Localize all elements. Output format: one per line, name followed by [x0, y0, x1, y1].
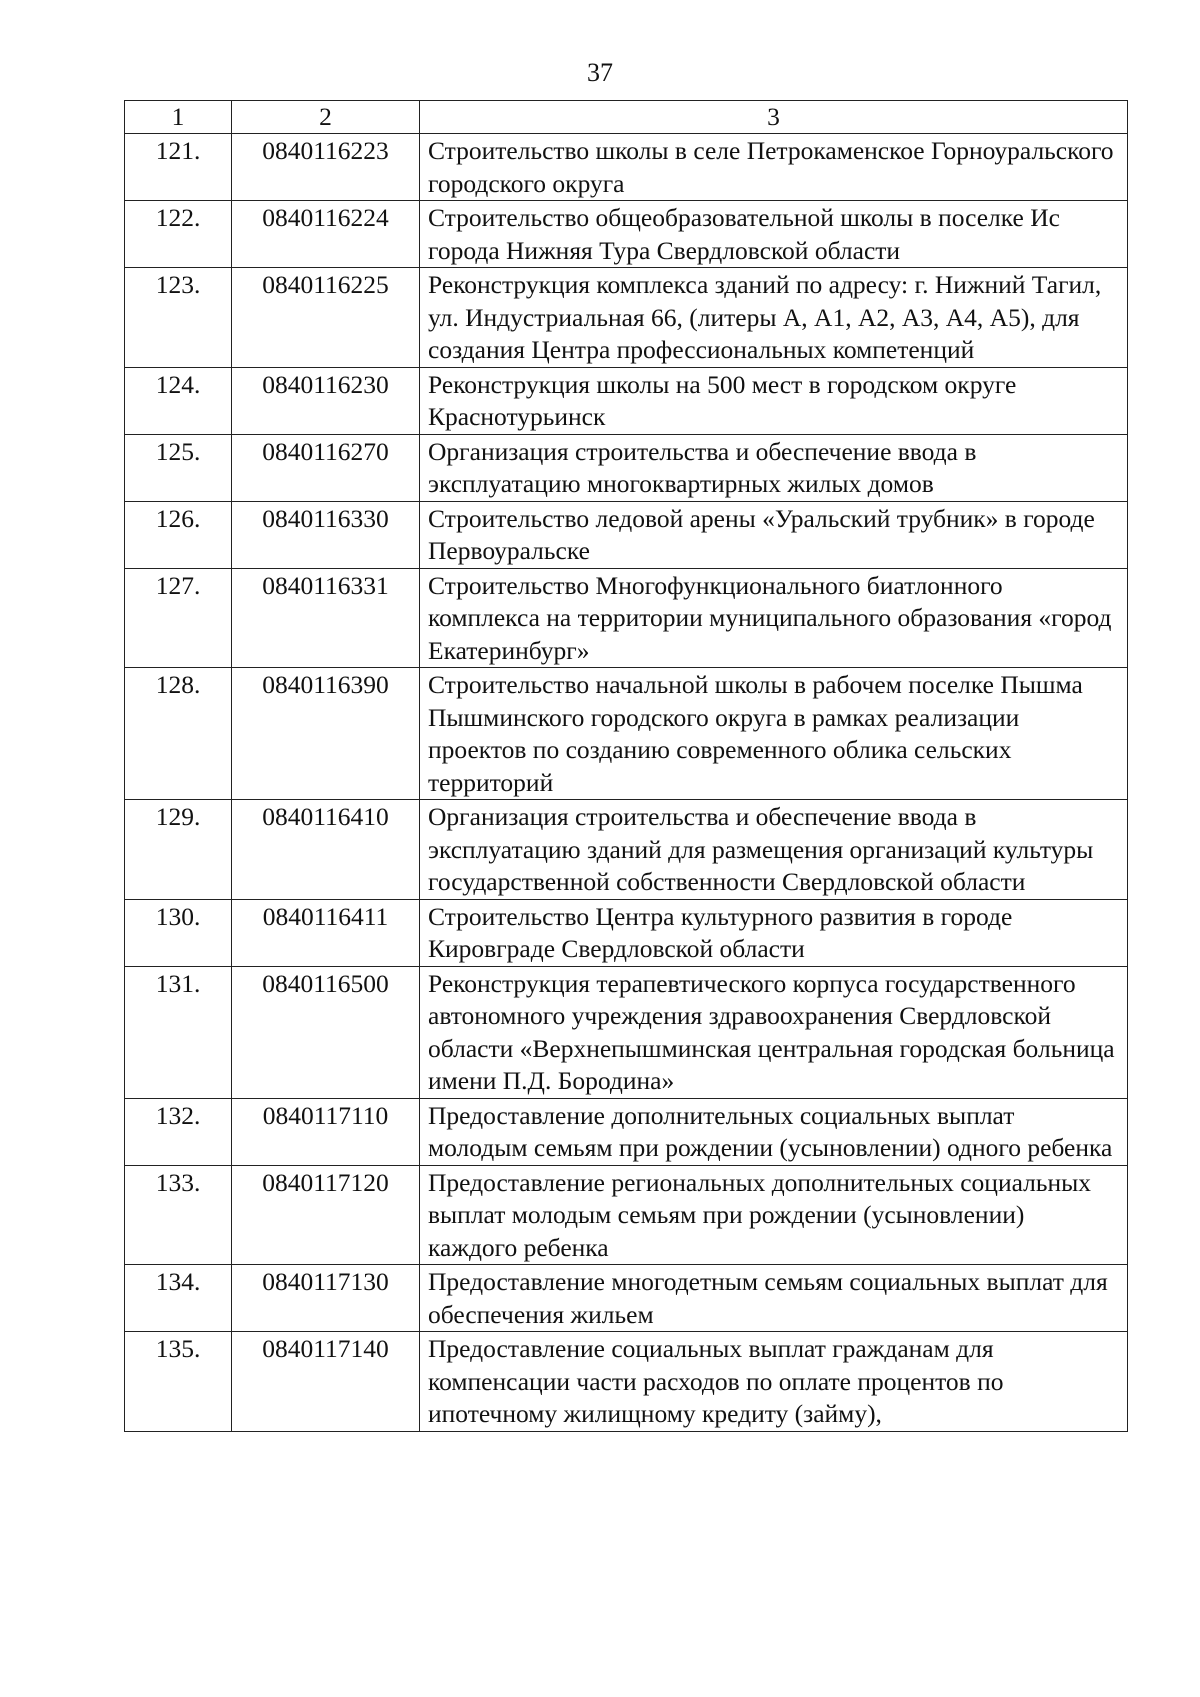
budget-classification-table	[124, 100, 1128, 1432]
header-col-1: 1	[125, 101, 232, 134]
row-code: 0840116330	[232, 501, 420, 568]
table-row	[125, 668, 1128, 800]
row-number: 126.	[125, 501, 232, 568]
row-code: 0840116270	[232, 434, 420, 501]
row-number: 135.	[125, 1332, 232, 1432]
row-number: 124.	[125, 367, 232, 434]
table-row	[125, 134, 1128, 201]
header-col-3: 3	[420, 101, 1128, 134]
table-row	[125, 1332, 1128, 1432]
row-code: 0840117120	[232, 1165, 420, 1265]
row-code: 0840116500	[232, 966, 420, 1098]
row-name: Предоставление социальных выплат гражданам для компенсации части расходов по оплате процентов по ипотечному жилищному кредиту (займу),	[420, 1332, 1128, 1432]
row-name: Строительство Центра культурного развития в городе Кировграде Свердловской области	[420, 899, 1128, 966]
table-row	[125, 568, 1128, 668]
row-number: 125.	[125, 434, 232, 501]
row-name: Реконструкция комплекса зданий по адресу: г. Нижний Тагил, ул. Индустриальная 66, (литеры А, А1, А2, А3, А4, А5), для создания Центра профессиональных компетенций	[420, 268, 1128, 368]
header-row	[125, 101, 1128, 134]
table-row	[125, 1098, 1128, 1165]
row-name: Предоставление дополнительных социальных выплат молодым семьям при рождении (усыновлении) одного ребенка	[420, 1098, 1128, 1165]
page-number: 37	[587, 58, 613, 87]
row-code: 0840116225	[232, 268, 420, 368]
row-name: Организация строительства и обеспечение ввода в эксплуатацию многоквартирных жилых домов	[420, 434, 1128, 501]
row-name: Строительство общеобразовательной школы в поселке Ис города Нижняя Тура Свердловской области	[420, 201, 1128, 268]
row-number: 130.	[125, 899, 232, 966]
row-code: 0840116410	[232, 800, 420, 900]
row-number: 127.	[125, 568, 232, 668]
row-name: Строительство Многофункционального биатлонного комплекса на территории муниципального образования «город Екатеринбург»	[420, 568, 1128, 668]
table-row	[125, 899, 1128, 966]
table-row	[125, 434, 1128, 501]
row-number: 131.	[125, 966, 232, 1098]
row-code: 0840116411	[232, 899, 420, 966]
table-row	[125, 1265, 1128, 1332]
row-name: Строительство начальной школы в рабочем поселке Пышма Пышминского городского округа в рамках реализации проектов по созданию современного облика сельских территорий	[420, 668, 1128, 800]
row-name: Реконструкция школы на 500 мест в городском округе Краснотурьинск	[420, 367, 1128, 434]
table-row	[125, 367, 1128, 434]
row-name: Предоставление многодетным семьям социальных выплат для обеспечения жильем	[420, 1265, 1128, 1332]
row-code: 0840116390	[232, 668, 420, 800]
table-row	[125, 1165, 1128, 1265]
row-number: 134.	[125, 1265, 232, 1332]
row-code: 0840116223	[232, 134, 420, 201]
table-row	[125, 201, 1128, 268]
row-code: 0840117140	[232, 1332, 420, 1432]
row-name: Строительство ледовой арены «Уральский трубник» в городе Первоуральске	[420, 501, 1128, 568]
row-code: 0840116224	[232, 201, 420, 268]
row-code: 0840116331	[232, 568, 420, 668]
row-number: 122.	[125, 201, 232, 268]
row-code: 0840116230	[232, 367, 420, 434]
row-name: Организация строительства и обеспечение ввода в эксплуатацию зданий для размещения организаций культуры государственной собственности Свердловской области	[420, 800, 1128, 900]
row-number: 121.	[125, 134, 232, 201]
table-row	[125, 268, 1128, 368]
row-number: 133.	[125, 1165, 232, 1265]
row-number: 128.	[125, 668, 232, 800]
table-row	[125, 966, 1128, 1098]
row-name: Строительство школы в селе Петрокаменское Горноуральского городского округа	[420, 134, 1128, 201]
header-col-2: 2	[232, 101, 420, 134]
row-number: 129.	[125, 800, 232, 900]
table-row	[125, 501, 1128, 568]
row-code: 0840117110	[232, 1098, 420, 1165]
row-number: 132.	[125, 1098, 232, 1165]
row-number: 123.	[125, 268, 232, 368]
row-code: 0840117130	[232, 1265, 420, 1332]
row-name: Предоставление региональных дополнительных социальных выплат молодым семьям при рождении (усыновлении) каждого ребенка	[420, 1165, 1128, 1265]
table-row	[125, 800, 1128, 900]
row-name: Реконструкция терапевтического корпуса государственного автономного учреждения здравоохранения Свердловской области «Верхнепышминская центральная городская больница имени П.Д. Бородина»	[420, 966, 1128, 1098]
